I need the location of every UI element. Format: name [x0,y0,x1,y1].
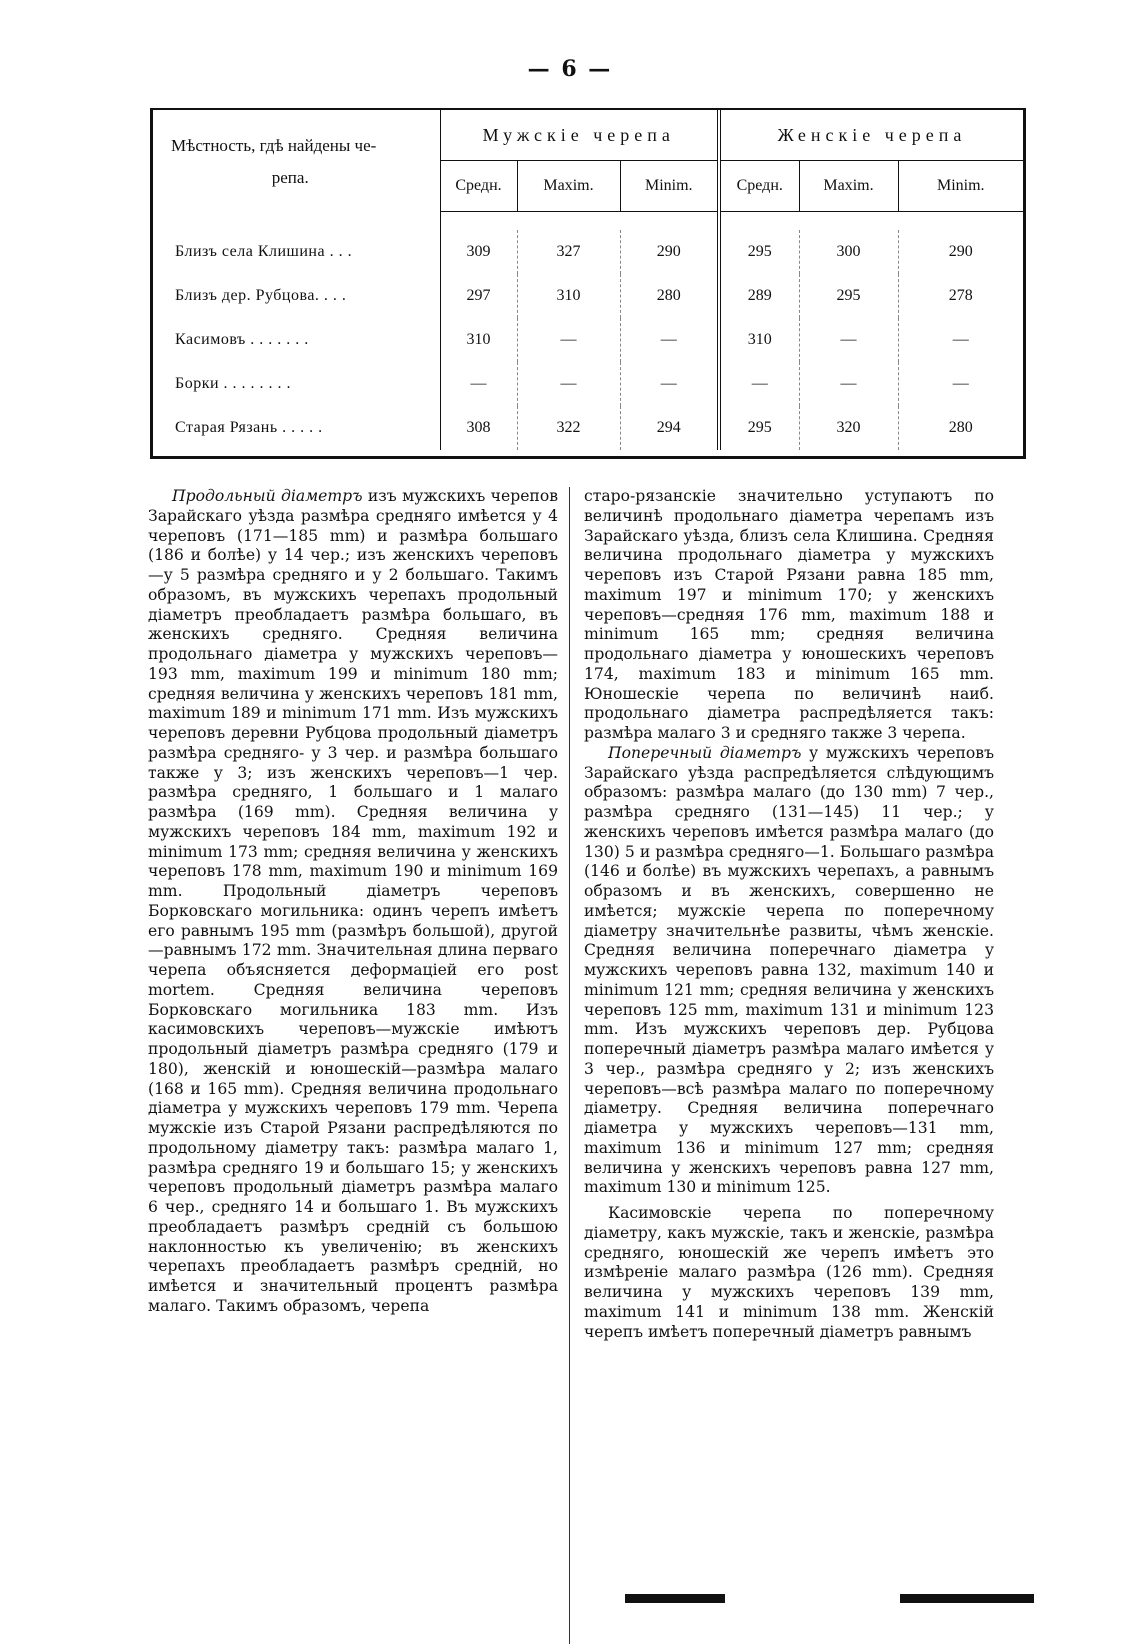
cell-value: 290 [898,230,1023,274]
cell-value: 309 [440,230,517,274]
cell-value: 294 [620,406,719,450]
right-text-column [584,487,994,1342]
footer-rule [900,1594,1034,1603]
measurement-table [153,110,1023,450]
female-skulls-header: Женскіе черепа [719,110,1023,161]
paragraph-body: у мужскихъ череповъ Зарайскаго уѣзда распредѣляется слѣдующимъ образомъ: размѣра малаго (до 130 mm) 7 чер., размѣра средняго (131—145) 11 чер.; у женскихъ череповъ имѣется размѣра малаго (до 130) 5 и размѣра средняго—1. Большаго размѣра (146 и болѣе) въ мужскихъ черепахъ, а равнымъ образомъ и въ женскихъ, совершенно не имѣется; мужскіе черепа по поперечному діаметру значительнѣе развиты, чѣмъ женскіе. Средняя величина поперечнаго діаметра у мужскихъ череповъ равна 132, maximum 140 и minimum 121 mm; средняя величина у женскихъ череповъ 125 mm, maximum 131 и minimum 123 mm. Изъ мужскихъ череповъ дер. Рубцова поперечный діаметръ размѣра малаго имѣется у 3 чер., размѣра средняго у 2; изъ женскихъ череповъ—всѣ размѣра малаго по поперечному діаметру. Средняя величина поперечнаго діаметра у мужскихъ череповъ—131 mm, maximum 136 и minimum 127 mm; средняя величина у женскихъ череповъ равна 127 mm, maximum 130 и minimum 125. [584,743,994,1197]
row-location: Старая Рязань . . . . . [153,406,440,450]
cell-value: 278 [898,274,1023,318]
column-divider [569,487,570,1644]
sub-header-male-min: Minim. [620,161,719,212]
left-text-column [148,487,558,1317]
cell-value: 300 [799,230,898,274]
table-row [153,406,1023,450]
row-location: Близъ села Клишина . . . [153,230,440,274]
cell-value: 322 [517,406,620,450]
sub-header-female-max: Maxim. [799,161,898,212]
cell-value: 310 [440,318,517,362]
row-location: Борки . . . . . . . . [153,362,440,406]
cell-value: 327 [517,230,620,274]
table-row [153,274,1023,318]
cell-value: — [620,318,719,362]
table-body [153,230,1023,450]
cell-value: 295 [799,274,898,318]
cell-value: 280 [620,274,719,318]
paragraph-continued: старо-рязанскіе значительно уступаютъ по величинѣ продольнаго діаметра черепамъ изъ Зарайскаго уѣзда, близъ села Клишина. Средняя величина продольнаго діаметра у мужскихъ череповъ изъ Старой Рязани равна 185 mm, maximum 197 и minimum 170; у женскихъ череповъ—средняя 176 mm, maximum 188 и minimum 165 mm; средняя величина продольнаго діаметра у юношескихъ череповъ 174, maximum 183 и minimum 165 mm. Юношескіе черепа по величинѣ наиб. продольнаго діаметра распредѣляется такъ: размѣра малаго 3 и средняго также 3 черепа. [584,487,994,742]
cell-value: 310 [719,318,799,362]
row-location: Близъ дер. Рубцова. . . . [153,274,440,318]
cell-value: — [517,318,620,362]
paragraph-longitudinal-diameter [148,487,558,1317]
term-transverse-diameter: Поперечный діаметръ [608,743,802,762]
cell-value: — [719,362,799,406]
cell-value: — [799,362,898,406]
term-longitudinal-diameter: Продольный діаметръ [172,487,363,505]
paragraph-transverse-diameter [584,744,994,1198]
location-header [153,110,440,212]
cell-value: — [898,362,1023,406]
cell-value: 290 [620,230,719,274]
footer-rule [625,1594,725,1603]
location-header-line1: Мѣстность, гдѣ найдены че- [171,136,377,155]
cell-value: 295 [719,406,799,450]
cell-value: 289 [719,274,799,318]
cell-value: 297 [440,274,517,318]
measurement-table-frame [150,108,1026,459]
cell-value: — [440,362,517,406]
male-skulls-header: Мужскіе черепа [440,110,719,161]
cell-value: — [799,318,898,362]
sub-header-male-max: Maxim. [517,161,620,212]
cell-value: 280 [898,406,1023,450]
paragraph-body: изъ мужскихъ черепов Зарайскаго уѣзда размѣра средняго имѣется у 4 череповъ (171—185 mm) и размѣра большаго (186 и болѣе) у 14 чер.; изъ женскихъ череповъ—у 5 размѣра средняго и у 2 большаго. Такимъ образомъ, въ мужскихъ черепахъ продольный діаметръ преобладаетъ размѣра большаго, въ женскихъ средняго. Средняя величина продольнаго діаметра у мужскихъ череповъ—193 mm, maximum 199 и minimum 180 mm; средняя величина у женскихъ череповъ 181 mm, maximum 189 и minimum 171 mm. Изъ мужскихъ череповъ деревни Рубцова продольный діаметръ размѣра средняго- у 3 чер. и размѣра большаго также у 3; изъ женскихъ череповъ—1 чер. размѣра средняго, 1 большаго и 1 малаго размѣра (169 mm). Средняя величина у мужскихъ череповъ 184 mm, maximum 192 и minimum 173 mm; средняя величина у женскихъ череповъ 178 mm, maximum 190 и minimum 169 mm. Продольный діаметръ череповъ Борковскаго могильника: одинъ черепъ имѣетъ его равнымъ 195 mm (размѣръ большой), другой—равнымъ 172 mm. Значительная длина перваго черепа объясняется деформаціей его post mortem. Средняя величина череповъ Борковскаго могильника 183 mm. Изъ касимовскихъ череповъ—мужскіе имѣютъ продольный діаметръ размѣра средняго (179 и 180), женскій и юношескій—размѣра малаго (168 и 165 mm). Средняя величина продольнаго діаметра у мужскихъ череповъ 179 mm. Черепа мужскіе изъ Старой Рязани распредѣляются по продольному діаметру такъ: размѣра малаго 1, размѣра средняго 19 и большаго 15; у женскихъ череповъ продольный діаметръ размѣра малаго 6 чер., средняго 14 и большаго 1. Въ мужскихъ преобладаетъ размѣръ средній съ большою наклонностью къ увеличенію; въ женскихъ черепахъ преобладаетъ размѣръ средній, но имѣется и значительный процентъ размѣра малаго. Такимъ образомъ, черепа [148,487,558,1315]
cell-value: 310 [517,274,620,318]
table-row [153,318,1023,362]
location-header-line2: репа. [271,168,309,188]
sub-header-male-avg: Средн. [440,161,517,212]
paragraph-kasimov: Касимовскіе черепа по поперечному діаметру, какъ мужскіе, такъ и женскіе, размѣра средняго, юношескій же черепъ имѣетъ это измѣреніе малаго размѣра (126 mm). Средняя величина у мужскихъ череповъ 139 mm, maximum 141 и minimum 138 mm. Женскій черепъ имѣетъ поперечный діаметръ равнымъ [584,1204,994,1341]
table-row [153,230,1023,274]
page-number: — 6 — [527,56,613,82]
cell-value: 295 [719,230,799,274]
table-row [153,362,1023,406]
cell-value: 320 [799,406,898,450]
sub-header-female-avg: Средн. [719,161,799,212]
row-location: Касимовъ . . . . . . . [153,318,440,362]
cell-value: — [620,362,719,406]
cell-value: — [898,318,1023,362]
cell-value: 308 [440,406,517,450]
sub-header-female-min: Minim. [898,161,1023,212]
cell-value: — [517,362,620,406]
